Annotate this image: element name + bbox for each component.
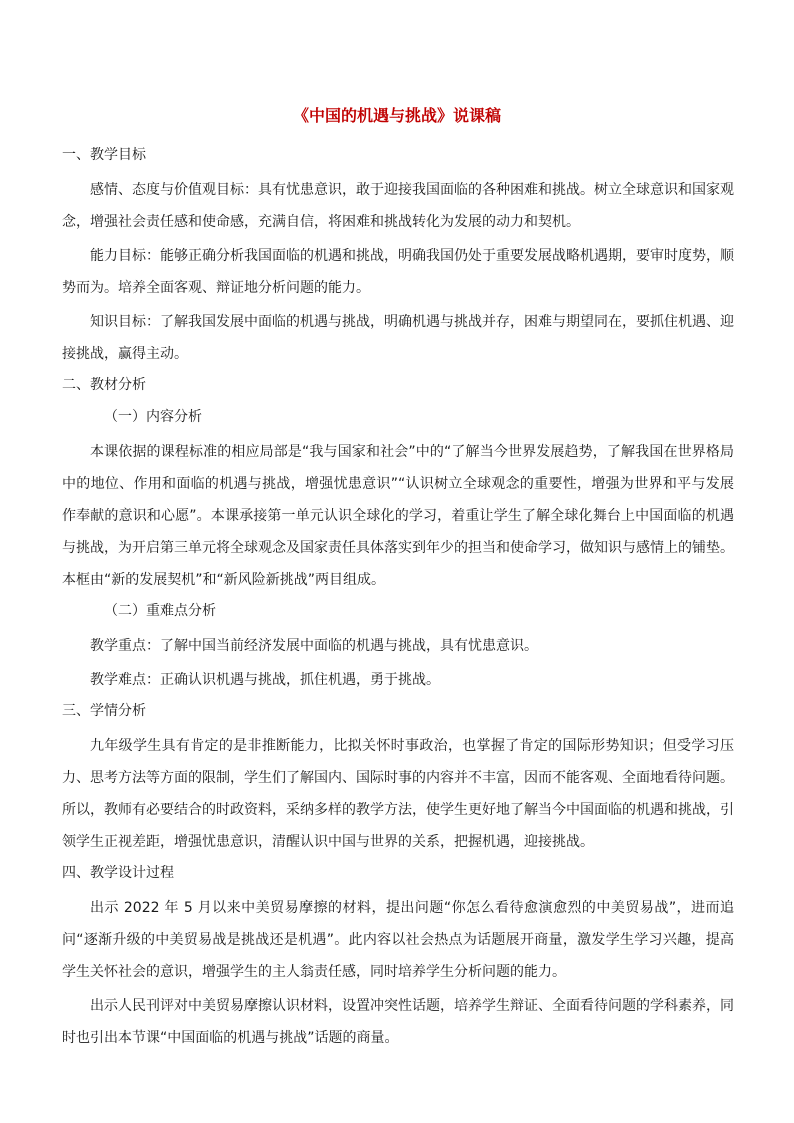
paragraph: 教学难点：正确认识机遇与挑战，抓住机遇，勇于挑战。 bbox=[90, 672, 440, 688]
paragraph: 出示 2022 年 5 月以来中美贸易摩擦的材料，提出问题“你怎么看待愈演愈烈的中美贸易战”，进而追问“逐渐升级的中美贸易战是挑战还是机遇”。此内容以社会热点为话题展开商量，激发学生学习兴趣，提高学生关怀社会的意识，增强学生的主人翁责任感，同时培养学生分析问题的能力。 bbox=[62, 900, 734, 980]
section-heading: 一、教学目标 bbox=[62, 147, 146, 163]
paragraph: 能力目标：能够正确分析我国面临的机遇和挑战，明确我国仍处于重要发展战略机遇期，要审时度势，顺势而为。培养全面客观、辩证地分析问题的能力。 bbox=[62, 248, 734, 296]
paragraph: 知识目标：了解我国发展中面临的机遇与挑战，明确机遇与挑战并存，困难与期望同在，要抓住机遇、迎接挑战，赢得主动。 bbox=[62, 314, 734, 362]
paragraph: 出示人民刊评对中美贸易摩擦认识材料，设置冲突性话题，培养学生辩证、全面看待问题的学科素养，同时也引出本节课“中国面临的机遇与挑战”话题的商量。 bbox=[62, 998, 734, 1046]
section-heading: 四、教学设计过程 bbox=[62, 865, 174, 881]
paragraph: 感情、态度与价值观目标：具有忧患意识，敢于迎接我国面临的各种困难和挑战。树立全球意识和国家观念，增强社会责任感和使命感，充满自信，将困难和挑战转化为发展的动力和契机。 bbox=[62, 182, 734, 230]
subsection-heading: （一）内容分析 bbox=[104, 409, 202, 425]
paragraph: 九年级学生具有肯定的是非推断能力，比拟关怀时事政治，也掌握了肯定的国际形势知识；但受学习压力、思考方法等方面的限制，学生们了解国内、国际时事的内容并不丰富，因而不能客观、全面地看待问题。所以，教师有必要结合的时政资料，采纳多样的教学方法，使学生更好地了解当今中国面临的机遇和挑战，引领学生正视差距，增强忧患意识，清醒认识中国与世界的关系，把握机遇，迎接挑战。 bbox=[62, 738, 734, 850]
paragraph: 教学重点：了解中国当前经济发展中面临的机遇与挑战，具有忧患意识。 bbox=[90, 638, 538, 654]
paragraph: 本课依据的课程标准的相应局部是“我与国家和社会”中的“了解当今世界发展趋势，了解我国在世界格局中的地位、作用和面临的机遇与挑战，增强忧患意识”“认识树立全球观念的重要性，增强为世界和平与发展作奉献的意识和心愿”。本课承接第一单元认识全球化的学习，着重让学生了解全球化舞台上中国面临的机遇与挑战，为开启第三单元将全球观念及国家责任具体落实到年少的担当和使命学习，做知识与感情上的铺垫。本框由“新的发展契机”和“新风险新挑战”两目组成。 bbox=[62, 444, 734, 588]
section-heading: 三、学情分析 bbox=[62, 703, 146, 719]
document-title: 《中国的机遇与挑战》说课稿 bbox=[292, 106, 501, 125]
document-body bbox=[62, 142, 734, 1056]
subsection-heading: （二）重难点分析 bbox=[104, 603, 216, 619]
section-heading: 二、教材分析 bbox=[62, 377, 146, 393]
